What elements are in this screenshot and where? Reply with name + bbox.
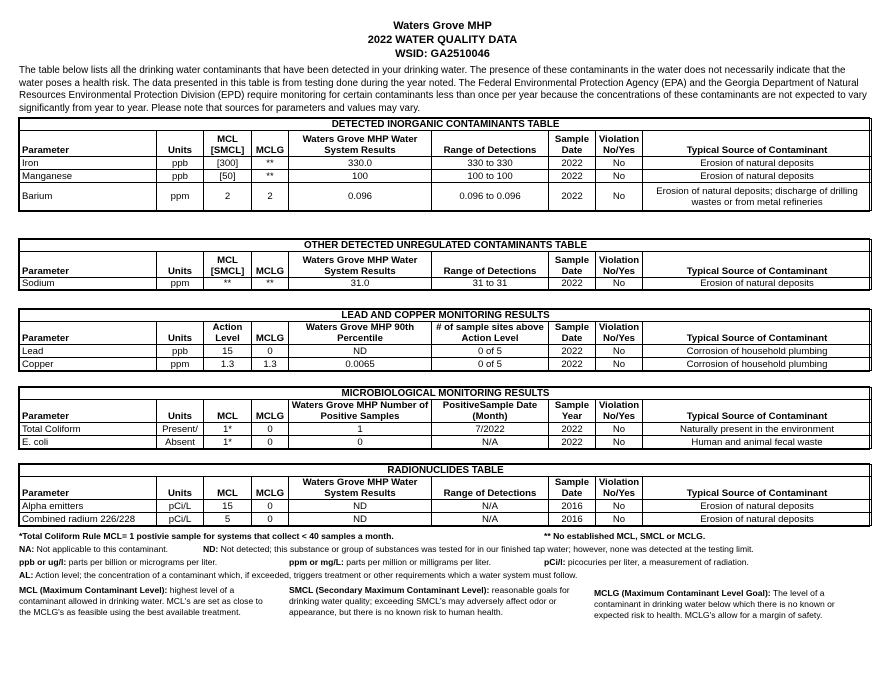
table-cell: Erosion of natural deposits [643,157,872,170]
table-cell: Present/ [157,423,204,436]
column-header: Range of Detections [432,252,549,278]
column-header: Typical Source of Contaminant [643,252,872,278]
column-header: MCLG [252,131,289,157]
table-cell: 0.0065 [289,358,432,371]
column-header: Waters Grove MHP Water System Results [289,131,432,157]
column-header: MCLG [252,322,289,345]
column-header: Units [157,252,204,278]
column-header: Violation No/Yes [596,131,643,157]
table-cell: Barium [20,183,157,211]
table-cell: 0.096 to 0.096 [432,183,549,211]
table-title: OTHER DETECTED UNREGULATED CONTAMINANTS TABLE [20,240,872,252]
table-cell: 2016 [549,500,596,513]
table-cell: No [596,513,643,526]
table-cell: [300] [204,157,252,170]
column-header: Parameter [20,131,157,157]
table-cell: ppb [157,170,204,183]
smcl-definition: SMCL (Secondary Maximum Contaminant Level): reasonable goals for drinking water quality; exceeding SMCL's may adversely affect odor or appearance, but there is no known risk to human health. [289,585,570,617]
column-header: MCLG [252,477,289,500]
column-header: Typical Source of Contaminant [643,400,872,423]
table-cell: No [596,436,643,449]
table-cell: ** [252,157,289,170]
column-header: Sample Date [549,322,596,345]
table-cell: ppm [157,183,204,211]
mcl-definition: MCL (Maximum Contaminant Level): highest level of a contaminant allowed in drinking water. MCL's are set as close to the MCLG's as feasible using the best available treatment. [19,585,263,617]
column-header: Typical Source of Contaminant [643,131,872,157]
mclg-definition: MCLG (Maximum Contaminant Level Goal): The level of a contaminant in drinking water below which there is no known or expected risk to health. MCLG's allow for a margin of safety. [594,588,835,620]
column-header: Violation No/Yes [596,400,643,423]
table-cell: 2 [252,183,289,211]
table-cell: 2 [204,183,252,211]
table-cell: E. coli [20,436,157,449]
table-row [20,500,872,513]
column-header: MCL [204,477,252,500]
column-header: Action Level [204,322,252,345]
table-cell: Alpha emitters [20,500,157,513]
column-header: Violation No/Yes [596,322,643,345]
table-cell: Iron [20,157,157,170]
table-cell: Human and animal fecal waste [643,436,872,449]
column-header: Sample Date [549,131,596,157]
table-row [20,278,872,290]
column-header: Parameter [20,400,157,423]
table-row [20,423,872,436]
table-row [20,436,872,449]
al-definition: AL: Action level; the concentration of a contaminant which, if exceeded, triggers treatment or other requirements which a water system must follow. [19,570,578,580]
table-cell: No [596,358,643,371]
report-title: 2022 WATER QUALITY DATA [367,34,518,46]
table-cell: No [596,170,643,183]
nd-definition: ND: Not detected; this substance or group of substances was tested for in our finished tap water; however, none was detected at the testing limit. [203,544,754,554]
table-cell: Copper [20,358,157,371]
table-cell: ND [289,345,432,358]
column-header: Parameter [20,322,157,345]
table-cell: Erosion of natural deposits [643,278,872,290]
table-cell: ** [204,278,252,290]
table-cell: ppb [157,157,204,170]
lead-copper-table [18,308,870,372]
table-cell: ND [289,513,432,526]
table-cell: No [596,183,643,211]
na-definition: NA: Not applicable to this contaminant. [19,544,169,554]
column-header: Waters Grove MHP Number of Positive Samples [289,400,432,423]
table-cell: 2022 [549,423,596,436]
ppm-definition: ppm or mg/L: parts per million or milligrams per liter. [289,557,491,567]
table-cell: 0 [252,436,289,449]
wsid: WSID: GA2510046 [395,48,490,60]
column-header: Violation No/Yes [596,477,643,500]
table-cell: 0 [252,500,289,513]
table-cell: 15 [204,500,252,513]
table-cell: 0 of 5 [432,358,549,371]
table-cell: 2022 [549,278,596,290]
table-cell: Naturally present in the environment [643,423,872,436]
column-header: Parameter [20,477,157,500]
column-header: # of sample sites above Action Level [432,322,549,345]
table-cell: ** [252,170,289,183]
column-header: Sample Year [549,400,596,423]
table-cell: [50] [204,170,252,183]
table-cell: 2022 [549,183,596,211]
table-cell: ppb [157,345,204,358]
table-cell: No [596,278,643,290]
column-header: Parameter [20,252,157,278]
table-row [20,157,872,170]
table-cell: 1 [289,423,432,436]
column-header: MCL [204,400,252,423]
table-cell: ND [289,500,432,513]
column-header: Sample Date [549,252,596,278]
table-cell: Lead [20,345,157,358]
table-cell: Erosion of natural deposits; discharge of drilling wastes or from metal refineries [643,183,872,211]
table-cell: No [596,345,643,358]
table-cell: 330 to 330 [432,157,549,170]
table-cell: Corrosion of household plumbing [643,345,872,358]
table-cell: Total Coliform [20,423,157,436]
ppb-definition: ppb or ug/l: parts per billion or micrograms per liter. [19,557,218,567]
table-title: MICROBIOLOGICAL MONITORING RESULTS [20,388,872,400]
table-cell: Corrosion of household plumbing [643,358,872,371]
intro-paragraph: The table below lists all the drinking water contaminants that have been detected in your drinking water. The presence of these contaminants in the water does not necessarily indicate that the water poses a health risk. The data presented in this table is from testing done during the year noted. The Federal Environmental Protection Agency (EPA) and the Georgia Department of Natural Resources Environmental Protection Division (EPD) require monitoring for certain contaminants less than once per year because the concentrations of these contaminants are not expected to vary significantly from year to year. Please note that sources for parameters and values may vary. [19,65,867,114]
table-cell: 2022 [549,345,596,358]
table-cell: 2016 [549,513,596,526]
column-header: Units [157,131,204,157]
table-row [20,345,872,358]
table-row [20,513,872,526]
column-header: Range of Detections [432,477,549,500]
table-cell: Erosion of natural deposits [643,513,872,526]
column-header: Waters Grove MHP Water System Results [289,252,432,278]
column-header: Waters Grove MHP 90th Percentile [289,322,432,345]
table-title: RADIONUCLIDES TABLE [20,465,872,477]
radionuclides-table [18,463,870,527]
table-cell: ** [252,278,289,290]
column-header: Units [157,322,204,345]
table-cell: 0 [252,345,289,358]
system-name: Waters Grove MHP [393,20,492,32]
coliform-rule-note: *Total Coliform Rule MCL= 1 postivie sample for systems that collect < 40 samples a month. [19,531,394,541]
table-cell: Manganese [20,170,157,183]
table-cell: 7/2022 [432,423,549,436]
column-header: Typical Source of Contaminant [643,477,872,500]
column-header: Sample Date [549,477,596,500]
table-cell: 1* [204,436,252,449]
table-cell: No [596,423,643,436]
table-cell: 0.096 [289,183,432,211]
table-cell: No [596,157,643,170]
table-cell: No [596,500,643,513]
table-cell: Sodium [20,278,157,290]
notes-section [19,531,871,583]
document-header [0,0,885,61]
column-header: MCL [SMCL] [204,252,252,278]
column-header: Units [157,477,204,500]
column-header: Typical Source of Contaminant [643,322,872,345]
table-cell: ppm [157,278,204,290]
table-cell: 15 [204,345,252,358]
table-cell: ppm [157,358,204,371]
column-header: MCLG [252,252,289,278]
table-cell: Erosion of natural deposits [643,170,872,183]
table-row [20,183,872,211]
table-cell: Absent [157,436,204,449]
table-row [20,170,872,183]
table-cell: 2022 [549,170,596,183]
column-header: MCL [SMCL] [204,131,252,157]
microbiological-table [18,386,870,450]
table-cell: Combined radium 226/228 [20,513,157,526]
table-title: LEAD AND COPPER MONITORING RESULTS [20,310,872,322]
table-cell: 31.0 [289,278,432,290]
table-cell: pCi/L [157,513,204,526]
table-cell: 1.3 [204,358,252,371]
column-header: Range of Detections [432,131,549,157]
column-header: MCLG [252,400,289,423]
table-cell: 2022 [549,358,596,371]
table-cell: 100 [289,170,432,183]
column-header: Violation No/Yes [596,252,643,278]
table-cell: 0 of 5 [432,345,549,358]
table-cell: 1* [204,423,252,436]
table-cell: N/A [432,436,549,449]
table-cell: 0 [252,513,289,526]
column-header: PositiveSample Date (Month) [432,400,549,423]
column-header: Units [157,400,204,423]
table-cell: 2022 [549,157,596,170]
table-title: DETECTED INORGANIC CONTAMINANTS TABLE [20,119,872,131]
table-cell: 2022 [549,436,596,449]
table-cell: 0 [252,423,289,436]
table-cell: N/A [432,500,549,513]
table-cell: 330.0 [289,157,432,170]
table-cell: Erosion of natural deposits [643,500,872,513]
column-header: Waters Grove MHP Water System Results [289,477,432,500]
pci-definition: pCi/l: picocuries per liter, a measurement of radiation. [544,557,749,567]
table-cell: pCi/L [157,500,204,513]
table-cell: 31 to 31 [432,278,549,290]
inorganic-contaminants-table [18,117,870,212]
table-cell: 5 [204,513,252,526]
no-mcl-note: ** No established MCL, SMCL or MCLG. [544,531,706,541]
unregulated-contaminants-table [18,238,870,291]
table-cell: N/A [432,513,549,526]
table-cell: 100 to 100 [432,170,549,183]
table-cell: 0 [289,436,432,449]
table-cell: 1.3 [252,358,289,371]
table-row [20,358,872,371]
